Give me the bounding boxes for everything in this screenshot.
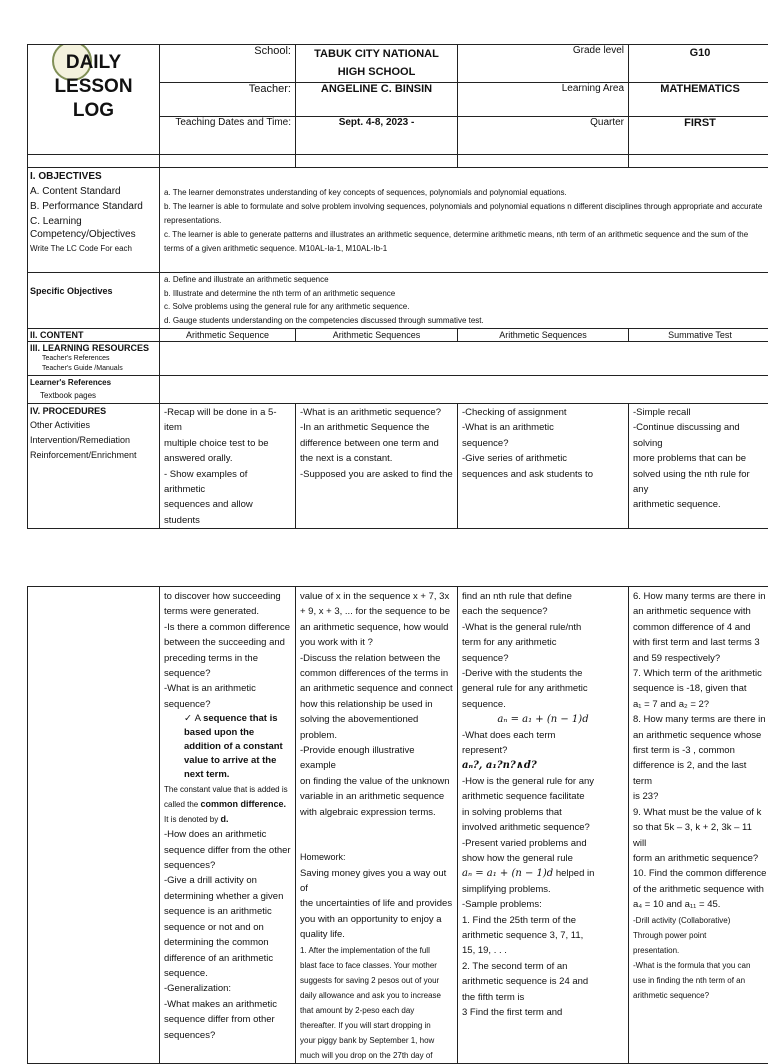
quarter-value: FIRST [629,117,768,155]
continued-label-cell [28,587,160,1064]
objective-b: b. The learner is able to formulate and solve problem involving sequences, polynomials and polynomial equations n different disciplines through appropriate and accurate representations. [164,200,767,228]
specific-objective-item: a. Define and illustrate an arithmetic sequence [164,273,767,287]
procedure-day-1: -Recap will be done in a 5-item multiple choice test to be answered orally. - Show examples of arithmetic sequences and allow students [160,404,296,529]
quarter-label: Quarter [458,117,629,155]
specific-objective-item: c. Solve problems using the general rule for any arithmetic sequence. [164,300,767,314]
other-activities-label: Other Activities [28,418,159,433]
lesson-log-table-top [27,44,768,529]
content-day-1: Arithmetic Sequence [160,329,296,342]
learners-references-cell [28,376,160,404]
objectives-heading: I. OBJECTIVES [28,168,159,183]
procedure-day-1-continued: to discover how succeeding terms were generated. -Is there a common difference between the succeeding and preceding terms in the sequence? -What is an arithmetic sequence? ✓ A sequence that is based upon the addition of a constant value to arrive at the next term. The constant value that is added is called the common difference. It is denoted by d. -How does an arithmetic sequence differ from the other sequences? -Give a drill activity on determining whether a given sequence is an arithmetic sequence or not and on determining the common difference of an arithmetic sequence. -Generalization: -What makes an arithmetic sequence differ from other sequences? [160,587,296,1064]
specific-objectives-label-cell [28,273,160,329]
content-label: II. CONTENT [28,329,160,342]
learners-references-empty [160,376,768,404]
teachers-references-label: Teacher's References [28,354,159,364]
specific-objective-item: b. Illustrate and determine the nth term of an arithmetic sequence [164,287,767,301]
general-rule-formula: aₙ = a₁ + (n − 1)d [462,712,624,727]
procedure-day-4: -Simple recall -Continue discussing and solving more problems that can be solved using the nth rule for any arithmetic sequence. [629,404,768,529]
resources-label: III. LEARNING RESOURCES [28,342,159,354]
objective-c: c. The learner is able to generate patterns and illustrates an arithmetic sequence, determine arithmetic means, nth term of an arithmetic sequence and the sum of the terms of a given arithmetic sequence. M10AL-Ia-1, M10AL-Ib-1 [164,228,767,256]
dates-value: Sept. 4-8, 2023 - [296,117,458,155]
spacer-cell [458,155,629,168]
grade-label: Grade level [458,45,629,83]
intervention-label: Intervention/Remediation [28,433,159,448]
grade-value: G10 [629,45,768,83]
procedure-day-2: -What is an arithmetic sequence? -In an arithmetic Sequence the difference between one term and the next is a constant. -Supposed you are asked to find the [296,404,458,529]
spacer-cell [296,155,458,168]
definition-check-item: ✓ A sequence that is based upon the addition of a constant value to arrive at the next term. [164,712,291,782]
specific-objectives-label: Specific Objectives [28,273,159,297]
teacher-label: Teacher: [160,83,296,117]
learners-references-label: Learner's References [28,376,159,388]
procedures-heading: IV. PROCEDURES [28,404,159,418]
term-variables-formula: aₙ?, a₁?n?∧d? [462,758,624,773]
competency-label: C. Learning Competency/Objectives [28,213,159,241]
teachers-guide-label: Teacher's Guide /Manuals [28,364,159,374]
spacer-cell [160,155,296,168]
common-difference-note: The constant value that is added is called the common difference. It is denoted by d. [164,782,291,827]
area-value: MATHEMATICS [629,83,768,117]
teacher-value: ANGELINE C. BINSIN [296,83,458,117]
performance-standard-label: B. Performance Standard [28,198,159,213]
procedure-day-4-continued: 6. How many terms are there in an arithmetic sequence with common difference of 4 and with first term and last terms 3 and 59 respectively? 7. Which term of the arithmetic sequence is -18, given that a₁ = 7 and a₂ = 2? 8. How many terms are there in an arithmetic sequence whose first term is -3 , common difference is 2, and the last term is 23? 9. What must be the value of k so that 5k – 3, k + 2, 3k – 11 will form an arithmetic sequence? 10. Find the common difference of the arithmetic sequence with a₄ = 10 and a₁₁ = 45. -Drill activity (Collaborative) Through power point presentation. -What is the formula that you can use in finding the nth term of an arithmetic sequence? [629,587,768,1064]
procedure-day-2-continued: value of x in the sequence x + 7, 3x + 9, x + 3, ... for the sequence to be an arithmetic sequence, how would you work with it ? -Discuss the relation between the common differences of the terms in an arithmetic sequence and connect how this relationship be used in solving the abovementioned problem. -Provide enough illustrative example on finding the value of the unknown variable in an arithmetic sequence with algebraic expression terms. Homework: Saving money gives you a way out of the uncertainties of life and provides you with an opportunity to enjoy a quality life. 1. After the implementation of the full blast face to face classes. Your mother suggests for saving 2 pesos out of your daily allowance and ask you to increase that amount by 2-peso each day thereafter. If you will start dropping in your piggy bank by September 1, how much will you drop on the 27th day of [296,587,458,1064]
general-rule-inline: aₙ = a₁ + (n − 1)d helped in [462,866,624,881]
textbook-pages-label: Textbook pages [28,388,159,401]
area-label: Learning Area [458,83,629,117]
page-title: DAILY LESSON LOG [28,51,159,123]
drill-activity-note: -Drill activity (Collaborative) Through power point presentation. -What is the formula that you can use in finding the nth term of an arithmetic sequence? [633,913,767,1003]
procedure-day-3-continued: find an nth rule that define each the sequence? -What is the general rule/nth term for any arithmetic sequence? -Derive with the students the general rule for any arithmetic sequence. aₙ = a₁ + (n − 1)d -What does each term represent? aₙ?, a₁?n?∧d? -How is the general rule for any arithmetic sequence facilitate in solving problems that involved arithmetic sequence? -Present varied problems and show how the general rule aₙ = a₁ + (n − 1)d helped in simplifying problems. -Sample problems: 1. Find the 25th term of the arithmetic sequence 3, 7, 11, 15, 19, . . . 2. The second term of an arithmetic sequence is 24 and the fifth term is 3 Find the first term and [458,587,629,1064]
homework-label: Homework: [300,850,453,865]
checkmark-icon: ✓ [184,713,192,724]
resources-empty [160,342,768,376]
objectives-labels [28,168,160,273]
reinforcement-label: Reinforcement/Enrichment [28,448,159,463]
spacer-cell [629,155,768,168]
resources-label-cell [28,342,160,376]
dates-label: Teaching Dates and Time: [160,117,296,155]
specific-objectives-list [160,273,768,329]
content-day-3: Arithmetic Sequences [458,329,629,342]
lc-code-note: Write The LC Code For each [28,241,159,254]
spacer-cell [28,155,160,168]
school-label: School: [160,45,296,83]
homework-problem: 1. After the implementation of the full blast face to face classes. Your mother suggests for saving 2 pesos out of your daily allowance and ask you to increase that amount by 2-peso each day thereafter. If you will start dropping in your piggy bank by September 1, how much will you drop on the 27th day of [300,943,453,1063]
school-value: TABUK CITY NATIONAL HIGH SCHOOL [296,45,458,83]
procedure-day-3: -Checking of assignment -What is an arithmetic sequence? -Give series of arithmetic sequences and ask students to [458,404,629,529]
content-day-2: Arithmetic Sequences [296,329,458,342]
procedures-labels [28,404,160,529]
lesson-log-table-continued [27,586,768,1064]
content-day-4: Summative Test [629,329,768,342]
objective-a: a. The learner demonstrates understanding of key concepts of sequences, polynomials and polynomial equations. [164,186,767,200]
content-standard-label: A. Content Standard [28,183,159,198]
objectives-text [160,168,768,273]
specific-objective-item: d. Gauge students understanding on the competencies discussed through summative test. [164,314,767,328]
title-cell [28,45,160,155]
